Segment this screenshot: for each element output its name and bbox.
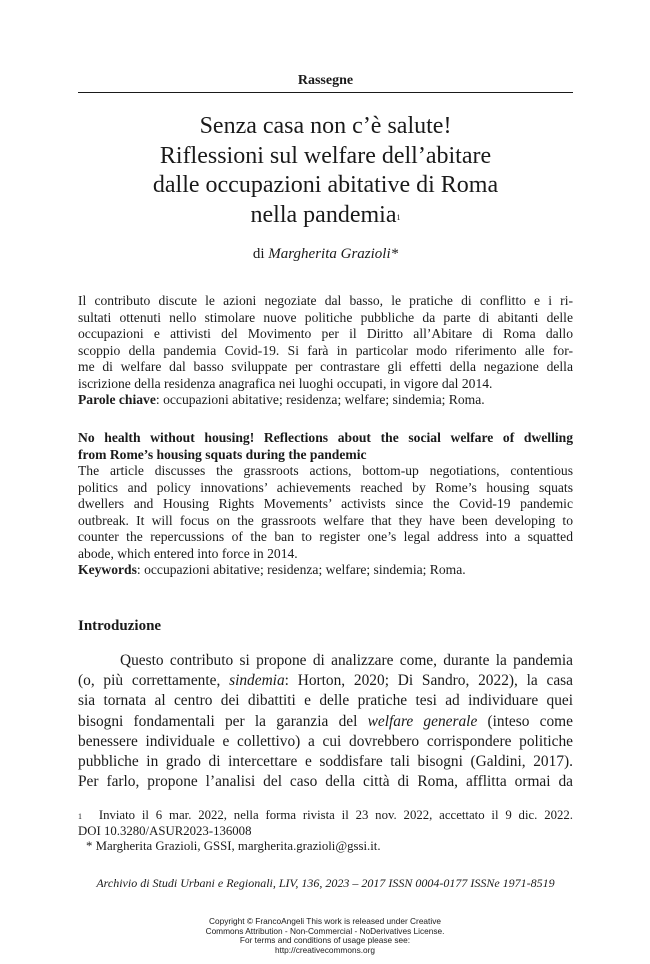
footnote-2: * Margherita Grazioli, GSSI, margherita.grazioli@gssi.it. bbox=[86, 839, 381, 853]
title-footnote-ref[interactable]: 1 bbox=[396, 212, 401, 222]
body-text-run: (o, più correttamente, bbox=[78, 672, 230, 690]
abstract-title-line bbox=[78, 430, 573, 447]
title-line: Riflessioni sul welfare dell’abitare bbox=[159, 142, 492, 169]
body-text-italic: sindemia bbox=[229, 672, 285, 690]
body-text-run: bisogni fondamentali per la garanzia del bbox=[78, 712, 368, 730]
journal-line: Archivio di Studi Urbani e Regionali, LIV, 136, 2023 – 2017 ISSN 0004-0177 ISSNe 1971-8519 bbox=[96, 876, 555, 890]
author-name: Margherita Grazioli* bbox=[268, 246, 399, 262]
body-line: Questo contributo si propone di analizzare come, durante la pandemia bbox=[120, 652, 573, 669]
abstract-line: iscrizione della residenza anagrafica nei luoghi occupati, in vigore dal 2014. bbox=[78, 375, 493, 391]
keywords-label: Parole chiave bbox=[78, 392, 156, 407]
section-label: Rassegne bbox=[297, 73, 354, 88]
abstract-line: sultati ottenuti nello stimolare nuove politiche pubbliche da parte di abitanti delle bbox=[78, 309, 573, 325]
abstract-line: The article discusses the grassroots actions, bottom-up negotiations, contentious bbox=[78, 463, 573, 478]
keywords-line bbox=[78, 562, 573, 579]
section-rule bbox=[78, 92, 573, 93]
title-line: Senza casa non c’è salute! bbox=[199, 113, 452, 139]
section-heading: Introduzione bbox=[78, 618, 162, 634]
body-line: benessere individuale e collettivo) a cui dovrebbero corrispondere politiche bbox=[78, 732, 573, 750]
abstract-line: outbreak. It will focus on the grassroots welfare that they have been developing to bbox=[78, 512, 573, 528]
body-line bbox=[78, 671, 573, 691]
author-line bbox=[78, 245, 573, 263]
body-paragraph bbox=[78, 651, 573, 792]
keywords-line bbox=[78, 392, 573, 409]
abstract-line: me di welfare dal basso sviluppate per contrastare gli effetti della negazione della bbox=[78, 359, 573, 374]
abstract-italian bbox=[78, 293, 573, 409]
body-line: sia tornata al centro dei dibattiti e delle pratiche tesi ad individuare quei bbox=[78, 692, 573, 710]
abstract-title-text: No health without housing! Reflections about the social welfare of dwelling bbox=[78, 430, 573, 445]
abstract-line: counter the repercussions of the ban to register one’s legal address into a squatted bbox=[78, 529, 573, 544]
body-line: Per farlo, propone l’analisi del caso della città di Roma, afflitta ormai da bbox=[78, 773, 573, 791]
title-line-last bbox=[78, 201, 573, 231]
license-link[interactable]: http://creativecommons.org bbox=[274, 944, 376, 955]
keywords-label: Keywords bbox=[78, 562, 137, 577]
title-line: dalle occupazioni abitative di Roma bbox=[152, 172, 499, 198]
author-prefix: di bbox=[252, 246, 265, 262]
abstract-line: Il contributo discute le azioni negoziate dal basso, le pratiche di conflitto e i ri- bbox=[78, 293, 573, 308]
keywords-text: : occupazioni abitative; residenza; welfare; sindemia; Roma. bbox=[136, 562, 466, 577]
body-line: pubbliche in grado di intercettare e soddisfare tali bisogni (Galdini, 2017). bbox=[78, 753, 573, 771]
footnote-mark: 1 bbox=[78, 812, 82, 821]
footnote-1 bbox=[78, 808, 573, 824]
license-line: For terms and conditions of usage please see: bbox=[239, 935, 411, 946]
footnotes bbox=[78, 808, 573, 855]
body-text-run: : Horton, 2020; Di Sandro, 2022), la casa bbox=[284, 672, 573, 690]
abstract-line: dwellers and Housing Rights Movements’ activists since the Covid-19 pandemic bbox=[78, 496, 573, 511]
abstract-title-text: from Rome’s housing squats during the pandemic bbox=[78, 446, 367, 462]
license-line: Commons Attribution - Non-Commercial - NoDerivatives License. bbox=[205, 925, 445, 936]
title-line-text: nella pandemia bbox=[250, 201, 397, 228]
license-line: Copyright © FrancoAngeli This work is released under Creative bbox=[209, 916, 441, 926]
abstract-english bbox=[78, 430, 573, 579]
footnote-text: Inviato il 6 mar. 2022, nella forma rivista il 23 nov. 2022, accettato il 9 dic. 2022. bbox=[98, 808, 573, 822]
abstract-line: politics and policy innovations’ achievements reached by Rome’s housing squats bbox=[78, 479, 573, 495]
body-line bbox=[78, 712, 573, 732]
body-text-run: (inteso come bbox=[477, 712, 573, 730]
abstract-title-line bbox=[78, 447, 573, 464]
abstract-line: occupazioni e attivisti del Movimento per il Diritto all’Abitare di Roma dallo bbox=[78, 326, 573, 341]
footnote-doi: DOI 10.3280/ASUR2023-136008 bbox=[78, 823, 252, 838]
abstract-line: scoppio della pandemia Covid-19. Si farà in particolar modo riferimento alle for- bbox=[78, 342, 573, 358]
license-notice bbox=[150, 917, 500, 955]
keywords-text: : occupazioni abitative; residenza; welfare; sindemia; Roma. bbox=[155, 392, 485, 407]
article-title bbox=[78, 112, 573, 230]
body-text-italic: welfare generale bbox=[367, 712, 478, 730]
abstract-line: abode, which entered into force in 2014. bbox=[78, 545, 298, 561]
